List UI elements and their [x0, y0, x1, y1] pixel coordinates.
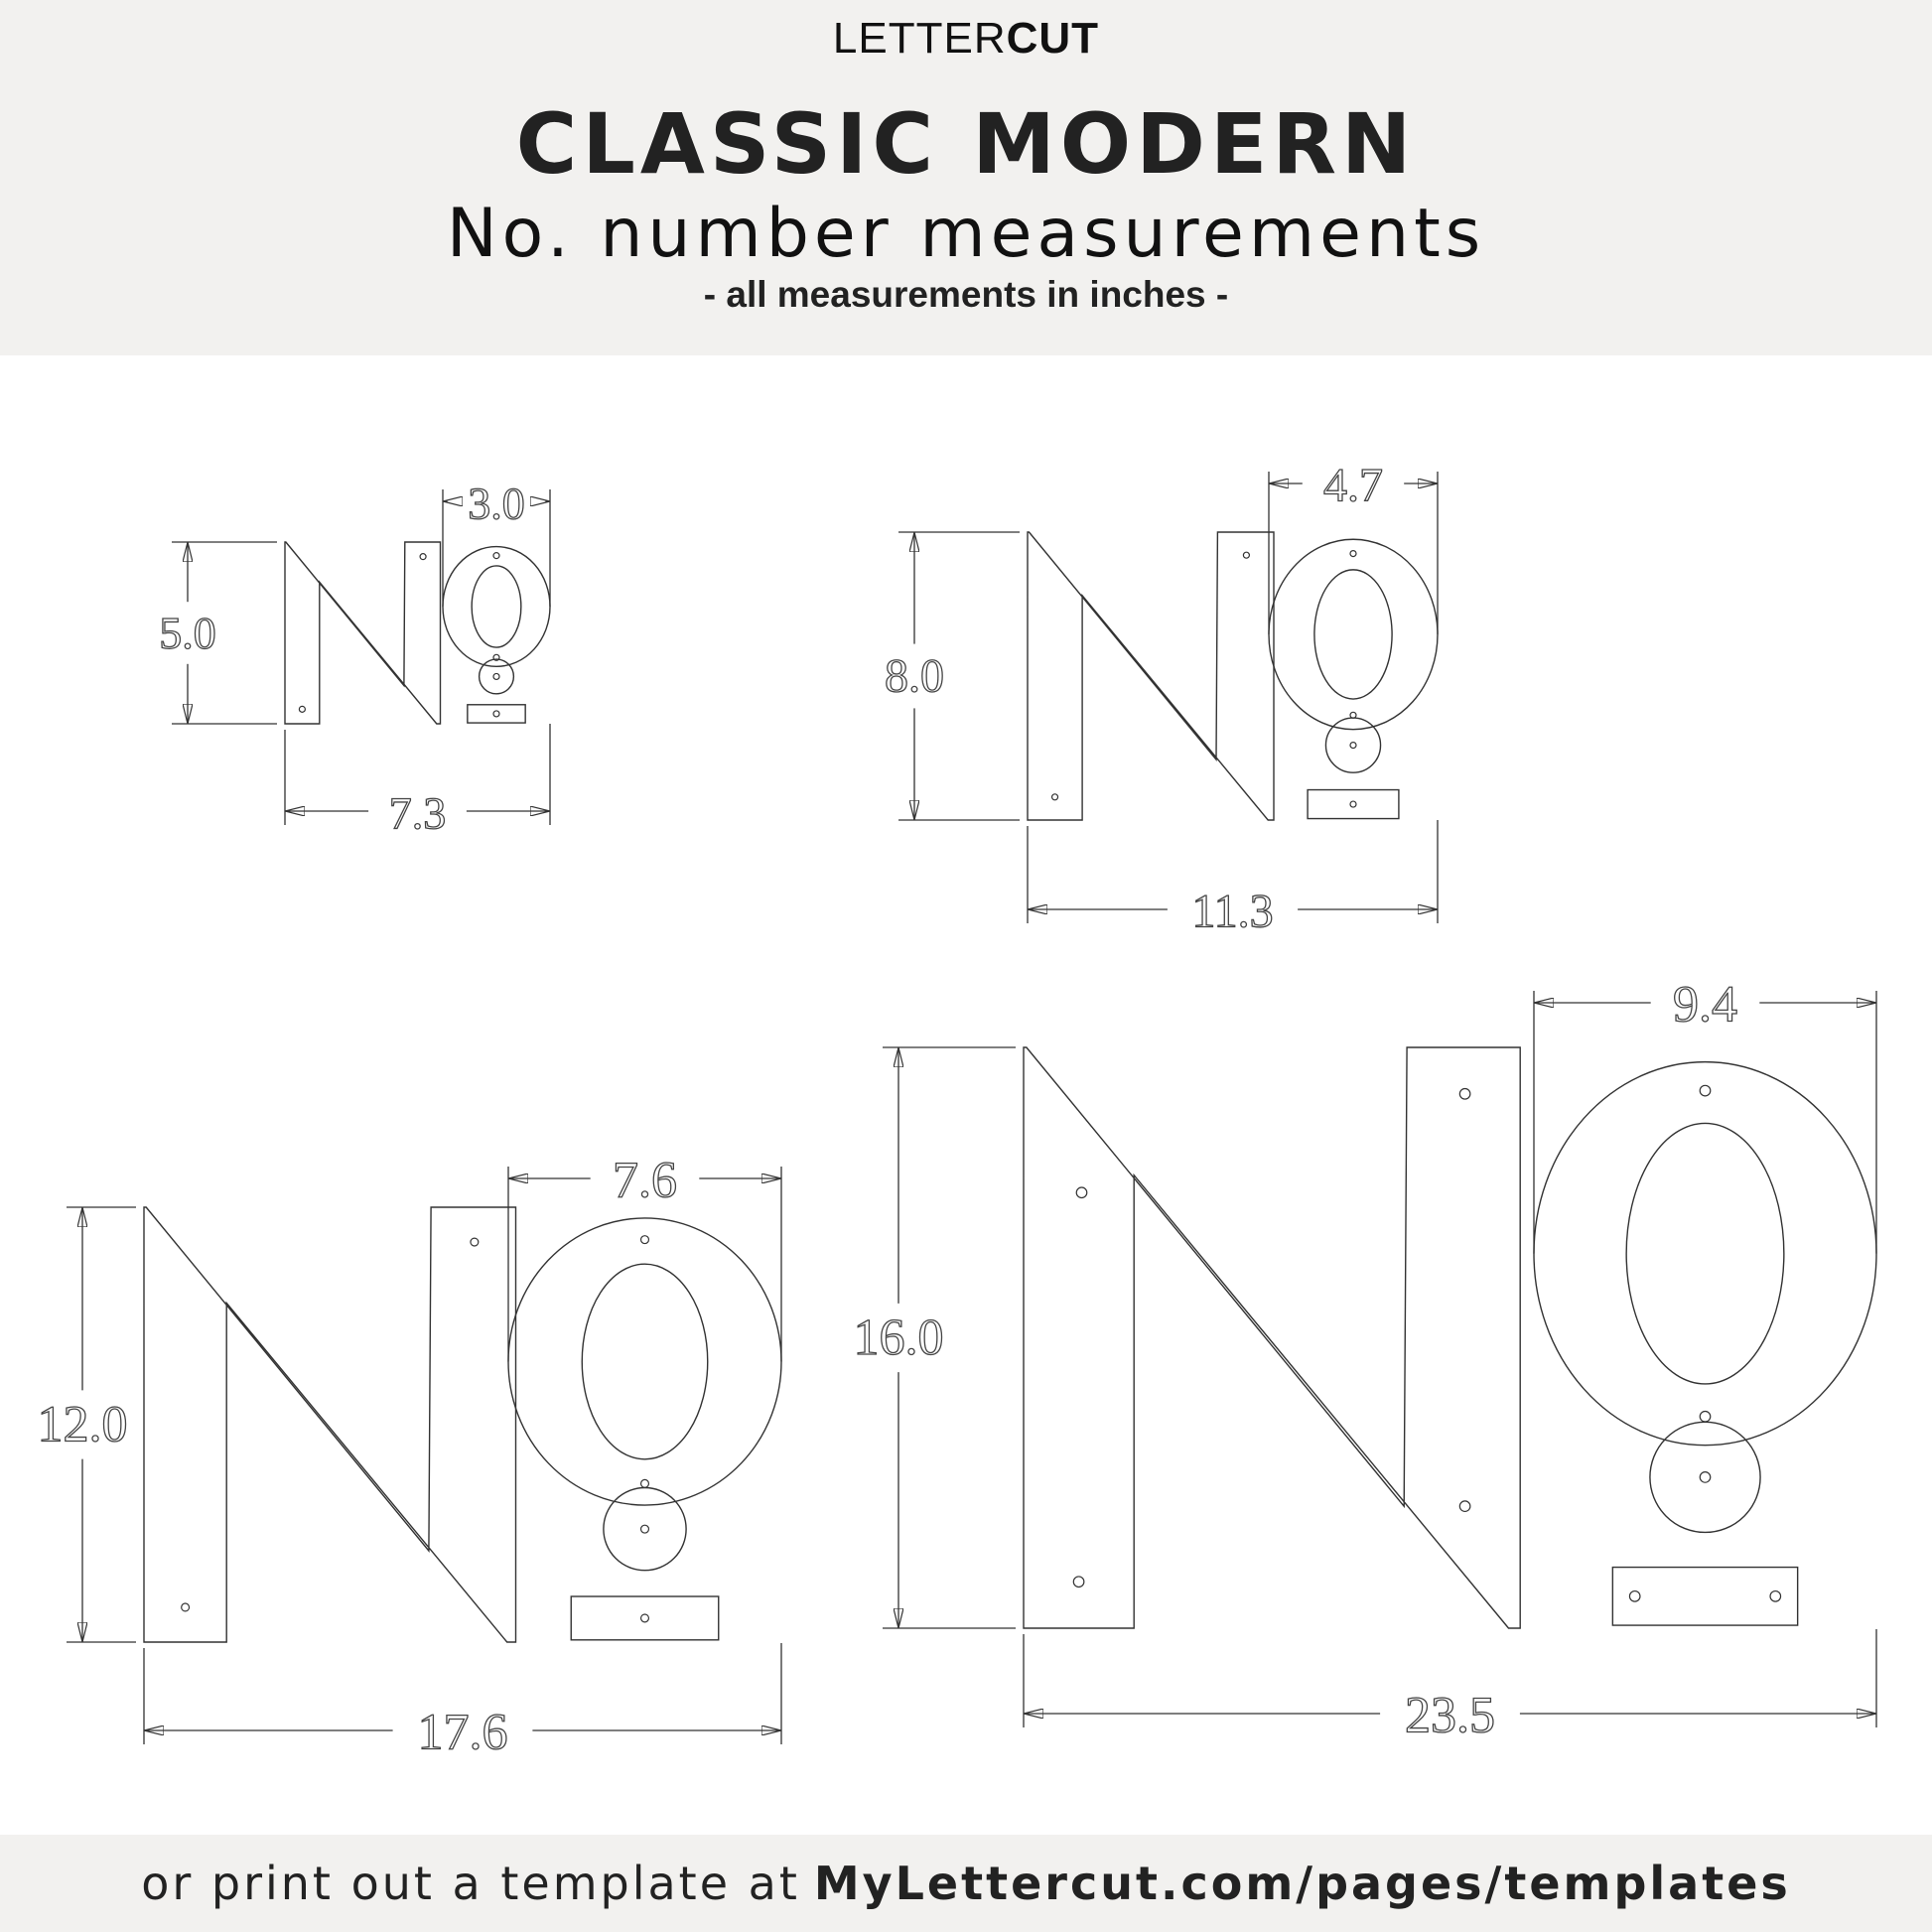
brand-logo-part1: LETTER: [832, 14, 1007, 63]
mounting-hole: [641, 1236, 649, 1244]
number-sign-diagram-xlarge: [854, 977, 1877, 1744]
circle-width-dimension-label: 3.0: [468, 478, 525, 529]
height-dimension-label: 8.0: [885, 649, 944, 703]
units-note: - all measurements in inches -: [703, 274, 1229, 315]
letter-o-inner: [1626, 1123, 1784, 1384]
height-dimension-label: 5.0: [159, 608, 216, 658]
page-subtitle: No. number measurements: [446, 195, 1486, 273]
page-title: CLASSIC MODERN: [515, 95, 1417, 193]
letter-n-outline: [144, 1207, 516, 1642]
mounting-hole: [1243, 552, 1249, 558]
mounting-hole: [493, 711, 499, 717]
brand-logo-part2: CUT: [1006, 14, 1100, 63]
template-link[interactable]: MyLettercut.com/pages/templates: [813, 1857, 1791, 1910]
number-sign-diagram-medium: [885, 460, 1438, 938]
mounting-hole: [641, 1479, 649, 1487]
letter-o-outer: [443, 547, 550, 667]
underline-bar: [1308, 790, 1399, 819]
mounting-hole: [641, 1614, 649, 1622]
mounting-hole: [1073, 1577, 1084, 1587]
mounting-hole: [1459, 1089, 1470, 1100]
mounting-hole: [182, 1603, 190, 1611]
mounting-hole: [1770, 1591, 1781, 1602]
circle-width-dimension-label: 4.7: [1323, 459, 1383, 512]
letter-n-outline: [1028, 532, 1274, 820]
width-dimension-label: 17.6: [417, 1704, 508, 1761]
mounting-hole: [1076, 1187, 1087, 1198]
mounting-hole: [420, 554, 426, 560]
dot-circle: [1650, 1422, 1760, 1532]
number-sign-diagram-small: [159, 479, 550, 839]
footer-prefix: or print out a template at: [141, 1857, 800, 1910]
circle-width-dimension-label: 7.6: [613, 1152, 677, 1209]
letter-o-inner: [582, 1264, 708, 1459]
dot-circle: [480, 659, 514, 694]
mounting-hole: [1350, 801, 1356, 807]
number-sign-diagram-large: [38, 1153, 782, 1761]
width-dimension-label: 11.3: [1191, 885, 1274, 938]
width-dimension-label: 7.3: [388, 787, 447, 839]
underline-bar: [468, 705, 525, 723]
mounting-hole: [1350, 743, 1356, 749]
dot-circle: [1325, 718, 1380, 772]
letter-n-outline: [285, 542, 441, 724]
mounting-hole: [641, 1525, 649, 1533]
mounting-hole: [1700, 1472, 1711, 1483]
mounting-hole: [299, 706, 305, 712]
mounting-hole: [1459, 1501, 1470, 1512]
letter-o-inner: [472, 566, 521, 647]
mounting-hole: [1052, 794, 1058, 800]
underline-bar: [571, 1596, 719, 1640]
height-dimension-label: 16.0: [853, 1310, 944, 1366]
mounting-hole: [471, 1238, 479, 1246]
width-dimension-label: 23.5: [1405, 1687, 1495, 1744]
dot-circle: [604, 1488, 686, 1571]
mounting-hole: [1700, 1412, 1711, 1423]
mounting-hole: [1350, 551, 1356, 557]
mounting-hole: [493, 553, 499, 559]
footer-text: [0, 1857, 1932, 1910]
footer-band: [0, 1835, 1932, 1932]
letter-o-outer: [508, 1218, 781, 1505]
letter-o-outer: [1269, 539, 1438, 729]
height-dimension-label: 12.0: [37, 1396, 128, 1453]
letter-o-inner: [1314, 570, 1392, 699]
circle-width-dimension-label: 9.4: [1673, 976, 1737, 1034]
mounting-hole: [493, 673, 499, 679]
mounting-hole: [1700, 1085, 1711, 1096]
letter-o-outer: [1534, 1062, 1876, 1446]
letter-n-outline: [1024, 1047, 1520, 1628]
mounting-hole: [1629, 1591, 1640, 1602]
